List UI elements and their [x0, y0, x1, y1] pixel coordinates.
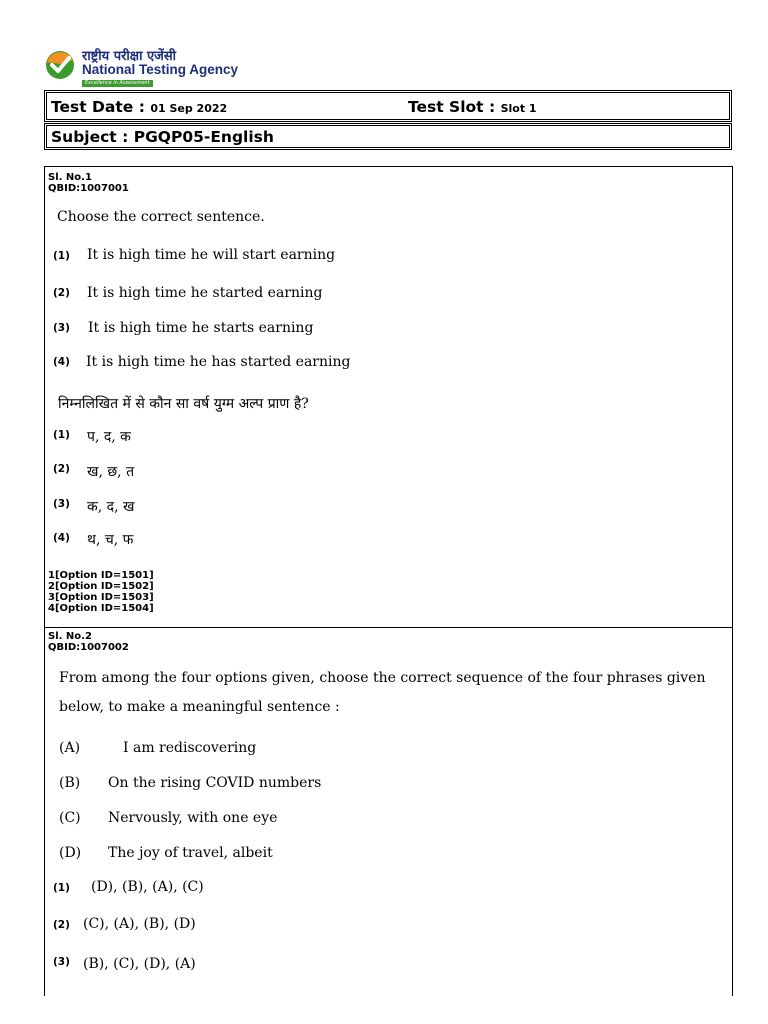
- q2-text-line1: From among the four options given, choose the correct sequence of the four phrases given: [59, 670, 706, 686]
- subject-title: Subject : PGQP05-English: [51, 128, 274, 146]
- q2-option-text: (D), (B), (A), (C): [91, 879, 204, 895]
- q1-hindi-option-text: प, द, क: [87, 429, 131, 445]
- q1-hindi-option-num: (2): [53, 463, 70, 475]
- q1-option-text: It is high time he has started earning: [86, 354, 351, 370]
- option-id: 4[Option ID=1504]: [48, 603, 154, 614]
- q1-hindi-option-text: ख, छ, त: [87, 464, 135, 480]
- q1-option-text: It is high time he starts earning: [88, 320, 314, 336]
- q2-phrase-text: On the rising COVID numbers: [108, 775, 322, 791]
- q1-meta: [48, 172, 129, 194]
- q1-option-text: It is high time he started earning: [87, 285, 323, 301]
- q1-option-num: (3): [53, 322, 70, 334]
- q2-phrase-label: (D): [59, 845, 82, 861]
- test-date-slot-box: [44, 90, 732, 122]
- q2-phrase-text: The joy of travel, albeit: [108, 845, 273, 861]
- q2-option-num: (1): [53, 882, 70, 894]
- q2-qbid: QBID:1007002: [48, 642, 129, 653]
- option-id: 3[Option ID=1503]: [48, 592, 154, 603]
- q1-option-ids: [48, 570, 154, 614]
- agency-hindi-name: राष्ट्रीय परीक्षा एजेंसी: [82, 49, 176, 64]
- q2-phrase-text: I am rediscovering: [123, 740, 257, 756]
- q1-hindi-option-text: क, द, ख: [87, 499, 135, 515]
- q1-hindi-option-num: (1): [53, 429, 70, 441]
- q2-option-num: (3): [53, 956, 70, 968]
- option-id: 2[Option ID=1502]: [48, 581, 154, 592]
- option-id: 1[Option ID=1501]: [48, 570, 154, 581]
- q2-option-text: (B), (C), (D), (A): [83, 956, 196, 972]
- q2-phrase-text: Nervously, with one eye: [108, 810, 278, 826]
- q2-phrase-label: (C): [59, 810, 81, 826]
- q1-option-num: (4): [53, 356, 70, 368]
- agency-tagline: Excellence in Assessment: [82, 80, 153, 87]
- nta-check-logo-icon: [44, 48, 76, 80]
- q2-meta: [48, 631, 129, 653]
- q1-option-text: It is high time he will start earning: [87, 247, 336, 263]
- test-date: Test Date : 01 Sep 2022: [51, 98, 228, 116]
- test-slot: Test Slot : Slot 1: [408, 98, 537, 116]
- question-divider: [45, 627, 732, 628]
- agency-name: National Testing Agency: [82, 62, 239, 77]
- nta-logo: [44, 46, 254, 90]
- subject-box: [44, 123, 732, 150]
- q2-phrase-label: (A): [59, 740, 81, 756]
- q2-option-text: (C), (A), (B), (D): [83, 916, 196, 932]
- q1-hindi-text: निम्नलिखित में से कौन सा वर्ष युग्म अल्प प्राण है?: [58, 396, 309, 412]
- q1-qbid: QBID:1007001: [48, 183, 129, 194]
- q1-text: Choose the correct sentence.: [57, 209, 265, 225]
- q1-option-num: (2): [53, 287, 70, 299]
- q1-hindi-option-text: थ, च, फ: [87, 532, 134, 548]
- q1-hindi-option-num: (4): [53, 532, 70, 544]
- q2-phrase-label: (B): [59, 775, 81, 791]
- q2-text-line2: below, to make a meaningful sentence :: [59, 699, 340, 715]
- q1-sl-no: Sl. No.1: [48, 172, 92, 183]
- q2-option-num: (2): [53, 919, 70, 931]
- q1-hindi-option-num: (3): [53, 498, 70, 510]
- q1-option-num: (1): [53, 250, 70, 262]
- q2-sl-no: Sl. No.2: [48, 631, 92, 642]
- question-area: [44, 166, 733, 996]
